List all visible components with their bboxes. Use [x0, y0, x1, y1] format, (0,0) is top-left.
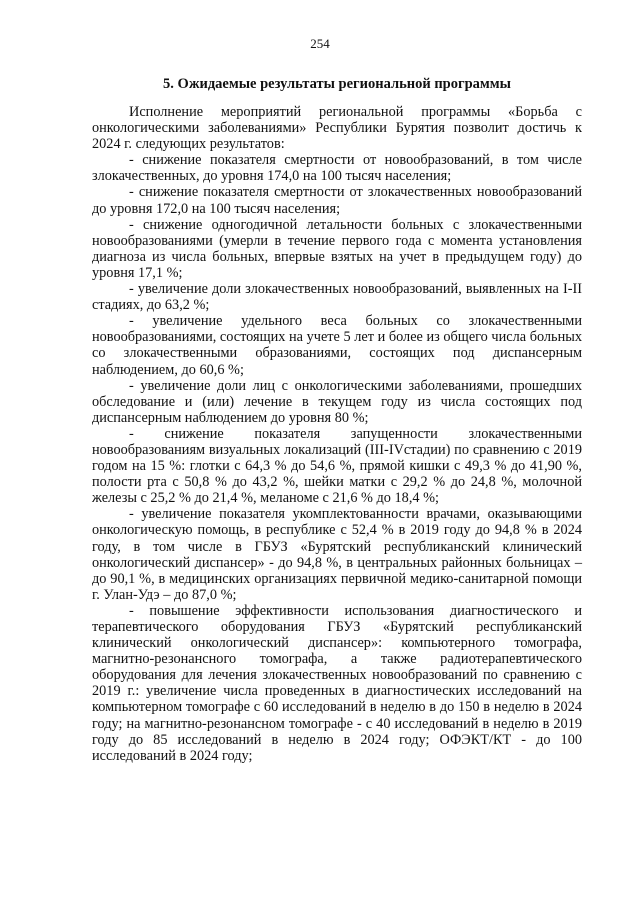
list-item: - снижение показателя смертности от новообразований, в том числе злокачественных, до уровня 174,0 на 100 тысяч населения;: [92, 152, 582, 185]
list-item: - увеличение доли лиц с онкологическими заболеваниями, прошедших обследование и (или) лечение в текущем году из числа состоящих под диспансерным наблюдением до уровня 80 %;: [92, 377, 582, 426]
list-item: - увеличение доли злокачественных новообразований, выявленных на I-II стадиях, до 63,2 %;: [92, 281, 582, 314]
list-item: - увеличение удельного веса больных со злокачественными новообразованиями, состоящих на учете 5 лет и более из общего числа больных со злокачественными образованиями, состоящих под диспансерным наблюдением, до 60,6 %;: [92, 313, 582, 378]
list-item: - снижение показателя смертности от злокачественных новообразований до уровня 172,0 на 100 тысяч населения;: [92, 184, 582, 217]
intro-paragraph: Исполнение мероприятий региональной программы «Борьба с онкологическими заболеваниями» Республики Бурятия позволит достичь к 2024 г. следующих результатов:: [92, 104, 582, 153]
list-item: - увеличение показателя укомплектованности врачами, оказывающими онкологическую помощь, в республике с 52,4 % в 2019 году до 94,8 % в 2024 году, в том числе в ГБУЗ «Бурятский республиканский клинический онкологический диспансер» - до 94,8 %, в центральных районных больницах – до 90,1 %, в медицинских организациях первичной медико-санитарной помощи г. Улан-Удэ – до 87,0 %;: [92, 506, 582, 603]
document-body: [92, 104, 582, 764]
list-item: - повышение эффективности использования диагностического и терапевтического оборудования ГБУЗ «Бурятский республиканский клинический онкологический диспансер»: компьютерного томографа, магнитно-резонансного томографа, а также радиотерапевтического оборудования для лечения злокачественных новообразований по сравнению с 2019 г.: увеличение числа проведенных в диагностических исследований на компьютерном томографе с 60 исследований в неделю в до 150 в неделю в 2024 году; на магнитно-резонансном томографе - с 40 исследований в неделю в 2019 году до 85 исследований в неделю в 2024 году; ОФЭКТ/КТ - до 100 исследований в 2024 году;: [92, 602, 582, 764]
list-item: - снижение одногодичной летальности больных с злокачественными новообразованиями (умерли в течение первого года с момента установления диагноза из числа больных, впервые взятых на учет в предыдущем году) до уровня 17,1 %;: [92, 216, 582, 281]
page-number: 254: [310, 36, 330, 51]
section-heading: 5. Ожидаемые результаты региональной программы: [163, 76, 511, 92]
list-item: - снижение показателя запущенности злокачественными новообразованиям визуальных локализаций (III-IVстадии) по сравнению с 2019 годом на 15 %: глотки с 64,3 % до 54,6 %, прямой кишки с 49,3 % до 41,90 %, полости рта с 50,8 % до 43,2 %, шейки матки с 29,2 % до 24,8 %, молочной железы с 25,2 % до 21,4 %, меланоме с 21,6 % до 18,4 %;: [92, 425, 582, 507]
